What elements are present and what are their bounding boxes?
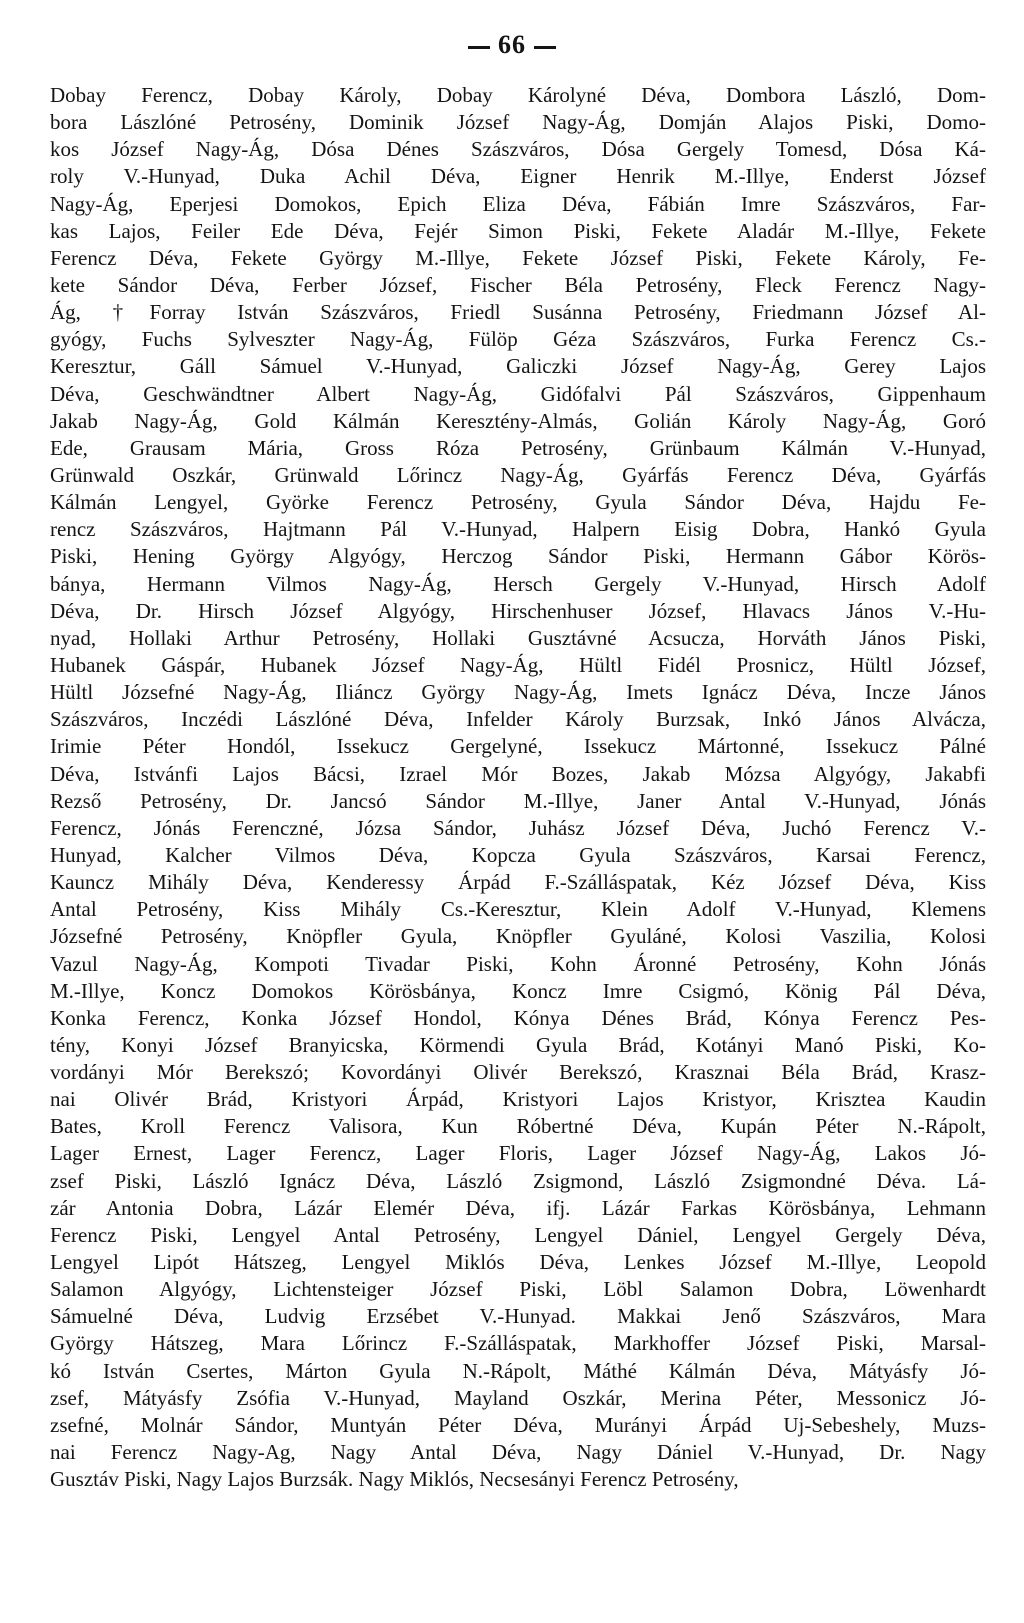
text-line: György Hátszeg, Mara Lőrincz F.-Szálláspatak, Markhoffer József Piski, Marsal-: [50, 1331, 986, 1356]
text-line: tény, Konyi József Branyicska, Körmendi Gyula Brád, Kotányi Manó Piski, Ko-: [50, 1032, 986, 1057]
text-line: zsef, Mátyásfy Zsófia V.-Hunyad, Mayland Oszkár, Merina Péter, Messonicz Jó-: [50, 1385, 986, 1410]
text-line: Grünwald Oszkár, Grünwald Lőrincz Nagy-Ág, Gyárfás Ferencz Déva, Gyárfás: [50, 462, 986, 487]
text-line: Kauncz Mihály Déva, Kenderessy Árpád F.-Szálláspatak, Kéz József Déva, Kiss: [50, 870, 986, 895]
text-line: Sámuelné Déva, Ludvig Erzsébet V.-Hunyad. Makkai Jenő Szászváros, Mara: [50, 1304, 986, 1329]
text-line: Hültl Józsefné Nagy-Ág, Iliáncz György Nagy-Ág, Imets Ignácz Déva, Incze János: [50, 680, 986, 705]
text-line: Déva, Geschwändtner Albert Nagy-Ág, Gidófalvi Pál Szászváros, Gippenhaum: [50, 381, 986, 406]
text-line: nai Ferencz Nagy-Ag, Nagy Antal Déva, Nagy Dániel V.-Hunyad, Dr. Nagy: [50, 1440, 986, 1465]
text-line: Nagy-Ág, Eperjesi Domokos, Epich Eliza Déva, Fábián Imre Szászváros, Far-: [50, 191, 986, 216]
text-line: Ede, Grausam Mária, Gross Róza Petrosény, Grünbaum Kálmán V.-Hunyad,: [50, 435, 986, 460]
text-line: Bates, Kroll Ferencz Valisora, Kun Róbertné Déva, Kupán Péter N.-Rápolt,: [50, 1114, 986, 1139]
text-line: roly V.-Hunyad, Duka Achil Déva, Eigner Henrik M.-Illye, Enderst József: [50, 164, 986, 189]
text-line: Hubanek Gáspár, Hubanek József Nagy-Ág, Hültl Fidél Prosnicz, Hültl József,: [50, 652, 986, 677]
page-number-header: [0, 30, 1024, 60]
text-line: kas Lajos, Feiler Ede Déva, Fejér Simon Piski, Fekete Aladár M.-Illye, Fekete: [50, 218, 986, 243]
text-line: M.-Illye, Koncz Domokos Körösbánya, Koncz Imre Csigmó, König Pál Déva,: [50, 978, 986, 1003]
text-line: vordányi Mór Berekszó; Kovordányi Olivér Berekszó, Krasznai Béla Brád, Krasz-: [50, 1060, 986, 1085]
text-line: Vazul Nagy-Ág, Kompoti Tivadar Piski, Kohn Áronné Petrosény, Kohn Jónás: [50, 951, 986, 976]
text-line: bora Lászlóné Petrosény, Dominik József Nagy-Ág, Domján Alajos Piski, Domo-: [50, 110, 986, 135]
header-dash-left: [468, 46, 490, 49]
body-text: [50, 82, 986, 1493]
text-line: Déva, Dr. Hirsch József Algyógy, Hirschenhuser József, Hlavacs János V.-Hu-: [50, 598, 986, 623]
text-line: Piski, Hening György Algyógy, Herczog Sándor Piski, Hermann Gábor Körös-: [50, 544, 986, 569]
text-line: Ferencz Déva, Fekete György M.-Illye, Fekete József Piski, Fekete Károly, Fe-: [50, 245, 986, 270]
text-line: zsef Piski, László Ignácz Déva, László Zsigmond, László Zsigmondné Déva. Lá-: [50, 1168, 986, 1193]
text-line: Dobay Ferencz, Dobay Károly, Dobay Károlyné Déva, Dombora László, Dom-: [50, 83, 986, 107]
text-line: Irimie Péter Hondól, Issekucz Gergelyné, Issekucz Mártonné, Issekucz Pálné: [50, 734, 986, 759]
text-line: nyad, Hollaki Arthur Petrosény, Hollaki Gusztávné Acsucza, Horváth János Piski,: [50, 625, 986, 650]
text-line: zsefné, Molnár Sándor, Muntyán Péter Déva, Murányi Árpád Uj-Sebeshely, Muzs-: [50, 1412, 986, 1437]
text-line: rencz Szászváros, Hajtmann Pál V.-Hunyad, Halpern Eisig Dobra, Hankó Gyula: [50, 517, 986, 542]
text-line: zár Antonia Dobra, Lázár Elemér Déva, ifj. Lázár Farkas Körösbánya, Lehmann: [50, 1195, 986, 1220]
text-line: Ferencz Piski, Lengyel Antal Petrosény, Lengyel Dániel, Lengyel Gergely Déva,: [50, 1222, 986, 1247]
text-line: Ág, †Forray István Szászváros, Friedl Susánna Petrosény, Friedmann József Al-: [50, 300, 986, 325]
text-line: Déva, Istvánfi Lajos Bácsi, Izrael Mór Bozes, Jakab Mózsa Algyógy, Jakabfi: [50, 761, 986, 786]
text-line: Kálmán Lengyel, Györke Ferencz Petrosény, Gyula Sándor Déva, Hajdu Fe-: [50, 490, 986, 515]
text-line: gyógy, Fuchs Sylveszter Nagy-Ág, Fülöp Géza Szászváros, Furka Ferencz Cs.-: [50, 327, 986, 352]
text-line: nai Olivér Brád, Kristyori Árpád, Kristyori Lajos Kristyor, Krisztea Kaudin: [50, 1087, 986, 1112]
text-line: kó István Csertes, Márton Gyula N.-Rápolt, Máthé Kálmán Déva, Mátyásfy Jó-: [50, 1358, 986, 1383]
text-line: Salamon Algyógy, Lichtensteiger József Piski, Löbl Salamon Dobra, Löwenhardt: [50, 1277, 986, 1302]
text-line: Lengyel Lipót Hátszeg, Lengyel Miklós Déva, Lenkes József M.-Illye, Leopold: [50, 1250, 986, 1275]
text-line: kete Sándor Déva, Ferber József, Fischer Béla Petrosény, Fleck Ferencz Nagy-: [50, 272, 986, 297]
text-line: Rezső Petrosény, Dr. Jancsó Sándor M.-Illye, Janer Antal V.-Hunyad, Jónás: [50, 788, 986, 813]
text-line: Konka Ferencz, Konka József Hondol, Kónya Dénes Brád, Kónya Ferencz Pes-: [50, 1005, 986, 1030]
text-line: Keresztur, Gáll Sámuel V.-Hunyad, Galiczki József Nagy-Ág, Gerey Lajos: [50, 354, 986, 379]
text-line: Jakab Nagy-Ág, Gold Kálmán Keresztény-Almás, Golián Károly Nagy-Ág, Goró: [50, 408, 986, 433]
text-line: Lager Ernest, Lager Ferencz, Lager Floris, Lager József Nagy-Ág, Lakos Jó-: [50, 1141, 986, 1166]
text-line: Hunyad, Kalcher Vilmos Déva, Kopcza Gyula Szászváros, Karsai Ferencz,: [50, 842, 986, 867]
text-line: Józsefné Petrosény, Knöpfler Gyula, Knöpfler Gyuláné, Kolosi Vaszilia, Kolosi: [50, 924, 986, 949]
text-line: bánya, Hermann Vilmos Nagy-Ág, Hersch Gergely V.-Hunyad, Hirsch Adolf: [50, 571, 986, 596]
page-number: 66: [498, 30, 526, 59]
text-line: Antal Petrosény, Kiss Mihály Cs.-Keresztur, Klein Adolf V.-Hunyad, Klemens: [50, 897, 986, 922]
header-dash-right: [534, 46, 556, 49]
text-line: Ferencz, Jónás Ferenczné, Józsa Sándor, Juhász József Déva, Juchó Ferencz V.-: [50, 815, 986, 840]
text-line: Gusztáv Piski, Nagy Lajos Burzsák. Nagy Miklós, Necsesányi Ferencz Petrosény,: [50, 1467, 739, 1492]
text-line: Szászváros, Inczédi Lászlóné Déva, Infelder Károly Burzsak, Inkó János Alvácza,: [50, 707, 986, 732]
text-line: kos József Nagy-Ág, Dósa Dénes Szászváros, Dósa Gergely Tomesd, Dósa Ká-: [50, 137, 986, 162]
